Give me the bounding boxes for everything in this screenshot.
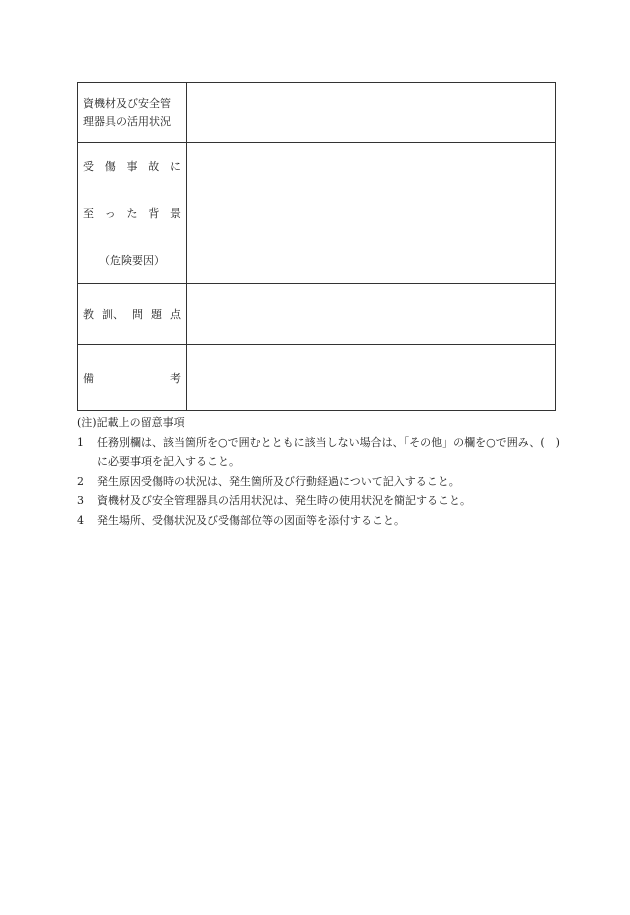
notes-title: (注)記載上の留意事項 [77,416,185,429]
label-char: 景 [170,206,181,220]
field-injury-background[interactable] [187,143,556,284]
label-char: 点 [170,308,181,321]
label-char: 備 [83,371,94,385]
label-equipment-usage [78,83,187,143]
label-lessons-issues [78,284,187,345]
label-char: 教 [83,308,94,321]
label-char: 訓、 [102,308,124,321]
label-injury-background-line-2 [78,205,186,221]
label-char: 傷 [104,160,116,174]
note-number: 1 [77,435,84,449]
field-equipment-usage[interactable] [187,83,556,143]
label-equipment-usage-line-2: 理器具の活用状況 [83,114,171,128]
label-injury-background [78,143,187,284]
label-char: 至 [83,206,94,220]
note-number: 4 [77,513,84,527]
note-text: 資機材及び安全管理器具の活用状況は、発生時の使用状況を簡記すること。 [97,494,471,507]
note-number: 2 [77,474,84,488]
label-char: 事 [126,160,138,174]
note-text: 発生場所、受傷状況及び受傷部位等の図面等を添付すること。 [97,513,405,527]
label-char: 背 [148,206,160,220]
note-number: 3 [77,494,84,507]
label-char: た [126,206,138,220]
label-char: 問 [132,308,143,321]
label-injury-background-line-1 [78,158,186,174]
label-remarks [78,345,187,411]
note-item [77,433,567,472]
note-text: 任務別欄は、該当箇所を○で囲むとともに該当しない場合は、「その他」の欄を○で囲み、( )に必要事項を記入すること。 [97,435,560,468]
label-risk-factor: （危険要因） [99,253,165,267]
note-item [77,472,567,492]
row-remarks [78,345,556,411]
note-text: 発生原因受傷時の状況は、発生箇所及び行動経過について記入すること。 [97,474,460,488]
label-char: 考 [170,371,181,385]
label-char: に [170,160,181,174]
label-char: っ [104,206,116,220]
field-lessons-issues[interactable] [187,284,556,345]
label-equipment-usage-line-1: 資機材及び安全管 [83,96,171,110]
row-equipment-usage [78,83,556,143]
notes-section [77,413,567,530]
note-item [77,491,567,511]
row-lessons-issues [78,284,556,345]
row-injury-background [78,143,556,284]
field-remarks[interactable] [187,345,556,411]
accident-report-form [77,82,556,411]
label-char: 題 [151,308,162,321]
label-char: 故 [148,160,160,174]
note-item [77,511,567,531]
label-char: 受 [83,160,94,174]
